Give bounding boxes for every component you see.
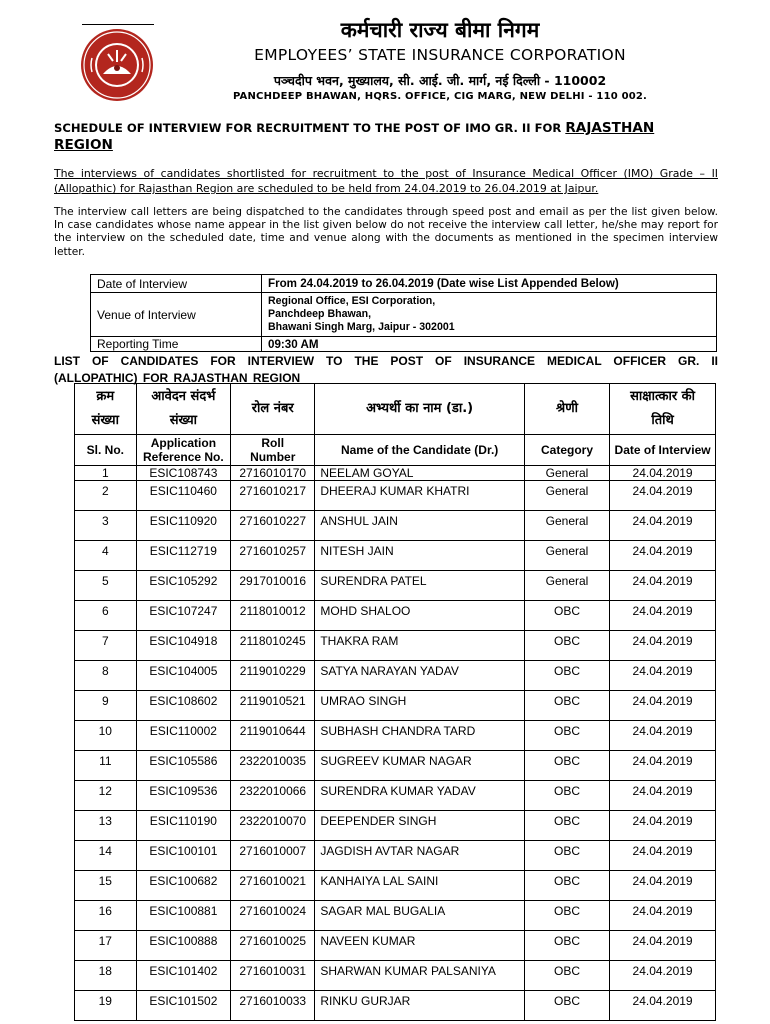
cell-roll-number: 2716010025 xyxy=(231,931,315,961)
table-row xyxy=(75,931,716,961)
cell-interview-date: 24.04.2019 xyxy=(610,931,716,961)
hdr-en-name: Name of the Candidate (Dr.) xyxy=(315,435,525,466)
hdr-hi-sl-1: क्रम xyxy=(96,389,115,404)
cell-category: OBC xyxy=(524,721,609,751)
table-row xyxy=(75,691,716,721)
title-region-line1: RAJASTHAN xyxy=(565,120,655,136)
cell-roll-number: 2716010021 xyxy=(231,871,315,901)
table-row xyxy=(75,541,716,571)
cell-category: OBC xyxy=(524,871,609,901)
candidates-table xyxy=(74,383,716,1021)
cell-interview-date: 24.04.2019 xyxy=(610,661,716,691)
cell-interview-date: 24.04.2019 xyxy=(610,601,716,631)
interview-info-table xyxy=(90,274,717,352)
cell-interview-date: 24.04.2019 xyxy=(610,961,716,991)
cell-candidate-name: ANSHUL JAIN xyxy=(315,511,525,541)
table-row xyxy=(75,631,716,661)
hdr-hi-sl xyxy=(75,384,137,435)
header-english-address: PANCHDEEP BHAWAN, HQRS. OFFICE, CIG MARG, NEW DELHI - 110 002. xyxy=(232,91,648,102)
cell-sl-no: 12 xyxy=(75,781,137,811)
cell-roll-number: 2716010007 xyxy=(231,841,315,871)
cell-application-ref: ESIC100682 xyxy=(136,871,231,901)
cell-category: General xyxy=(524,571,609,601)
hdr-hi-date-2: तिथि xyxy=(651,413,674,428)
cell-roll-number: 2322010066 xyxy=(231,781,315,811)
title-region-line2: REGION xyxy=(54,137,113,153)
cell-candidate-name: RINKU GURJAR xyxy=(315,991,525,1021)
cell-candidate-name: NAVEEN KUMAR xyxy=(315,931,525,961)
table-row xyxy=(75,901,716,931)
hdr-hi-date xyxy=(610,384,716,435)
cell-sl-no: 10 xyxy=(75,721,137,751)
table-row xyxy=(75,991,716,1021)
table-row xyxy=(75,781,716,811)
cell-application-ref: ESIC104918 xyxy=(136,631,231,661)
esic-logo-icon xyxy=(80,28,154,102)
cell-application-ref: ESIC100101 xyxy=(136,841,231,871)
cell-interview-date: 24.04.2019 xyxy=(610,841,716,871)
cell-roll-number: 2322010035 xyxy=(231,751,315,781)
cell-sl-no: 7 xyxy=(75,631,137,661)
cell-application-ref: ESIC105586 xyxy=(136,751,231,781)
cell-candidate-name: JAGDISH AVTAR NAGAR xyxy=(315,841,525,871)
cell-candidate-name: THAKRA RAM xyxy=(315,631,525,661)
cell-application-ref: ESIC110190 xyxy=(136,811,231,841)
hdr-hi-roll: रोल नंबर xyxy=(231,384,315,435)
cell-sl-no: 9 xyxy=(75,691,137,721)
cell-interview-date: 24.04.2019 xyxy=(610,541,716,571)
cell-interview-date: 24.04.2019 xyxy=(610,871,716,901)
cell-application-ref: ESIC110920 xyxy=(136,511,231,541)
hdr-en-roll-1: Roll xyxy=(261,436,285,450)
table-row xyxy=(75,571,716,601)
cell-candidate-name: NITESH JAIN xyxy=(315,541,525,571)
cell-roll-number: 2119010644 xyxy=(231,721,315,751)
hdr-hi-name: अभ्यर्थी का नाम (डा.) xyxy=(315,384,525,435)
date-value: From 24.04.2019 to 26.04.2019 (Date wise List Appended Below) xyxy=(262,275,717,293)
cell-sl-no: 18 xyxy=(75,961,137,991)
cell-category: General xyxy=(524,511,609,541)
cell-application-ref: ESIC109536 xyxy=(136,781,231,811)
cell-interview-date: 24.04.2019 xyxy=(610,811,716,841)
cell-candidate-name: SHARWAN KUMAR PALSANIYA xyxy=(315,961,525,991)
cell-candidate-name: SURENDRA KUMAR YADAV xyxy=(315,781,525,811)
cell-sl-no: 6 xyxy=(75,601,137,631)
cell-sl-no: 13 xyxy=(75,811,137,841)
table-row xyxy=(75,511,716,541)
cell-application-ref: ESIC100888 xyxy=(136,931,231,961)
cell-interview-date: 24.04.2019 xyxy=(610,751,716,781)
cell-category: OBC xyxy=(524,781,609,811)
hdr-hi-app-2: संख्या xyxy=(169,413,198,428)
cell-category: OBC xyxy=(524,751,609,781)
cell-interview-date: 24.04.2019 xyxy=(610,631,716,661)
cell-application-ref: ESIC101402 xyxy=(136,961,231,991)
cell-candidate-name: SURENDRA PATEL xyxy=(315,571,525,601)
venue-line3: Bhawani Singh Marg, Jaipur - 302001 xyxy=(268,321,455,333)
cell-sl-no: 2 xyxy=(75,481,137,511)
cell-roll-number: 2716010024 xyxy=(231,901,315,931)
header-english-title: EMPLOYEES’ STATE INSURANCE CORPORATION xyxy=(254,46,626,64)
cell-sl-no: 5 xyxy=(75,571,137,601)
cell-interview-date: 24.04.2019 xyxy=(610,691,716,721)
info-row-date xyxy=(91,275,717,293)
hdr-en-roll-2: Number xyxy=(250,450,296,464)
table-row xyxy=(75,481,716,511)
cell-roll-number: 2716010031 xyxy=(231,961,315,991)
cell-category: OBC xyxy=(524,931,609,961)
cell-application-ref: ESIC105292 xyxy=(136,571,231,601)
intro-paragraph: The interviews of candidates shortlisted for recruitment to the post of Insurance Medical Officer (IMO) Grade – II (Allopathic) for Rajasthan Region are scheduled to be held from 24.04.2019 to 26.04.2019 at Jaipur. xyxy=(54,167,718,195)
cell-interview-date: 24.04.2019 xyxy=(610,481,716,511)
table-row xyxy=(75,811,716,841)
hdr-en-cat: Category xyxy=(524,435,609,466)
cell-sl-no: 14 xyxy=(75,841,137,871)
title-prefix: SCHEDULE OF INTERVIEW FOR RECRUITMENT TO THE POST OF IMO GR. II FOR xyxy=(54,121,566,135)
schedule-title xyxy=(54,120,724,154)
cell-roll-number: 2917010016 xyxy=(231,571,315,601)
cell-candidate-name: MOHD SHALOO xyxy=(315,601,525,631)
cell-roll-number: 2716010227 xyxy=(231,511,315,541)
table-row xyxy=(75,751,716,781)
cell-application-ref: ESIC110460 xyxy=(136,481,231,511)
cell-application-ref: ESIC108743 xyxy=(136,466,231,481)
header-hindi-address: पञ्चदीप भवन, मुख्यालय, सी. आई. जी. मार्ग, नई दिल्ली - 110002 xyxy=(273,73,607,88)
cell-application-ref: ESIC104005 xyxy=(136,661,231,691)
cell-roll-number: 2716010033 xyxy=(231,991,315,1021)
cell-candidate-name: UMRAO SINGH xyxy=(315,691,525,721)
time-value: 09:30 AM xyxy=(262,337,717,352)
cell-interview-date: 24.04.2019 xyxy=(610,721,716,751)
table-row xyxy=(75,466,716,481)
table-row xyxy=(75,601,716,631)
time-label: Reporting Time xyxy=(91,337,262,352)
cell-sl-no: 16 xyxy=(75,901,137,931)
cell-category: OBC xyxy=(524,991,609,1021)
cell-candidate-name: KANHAIYA LAL SAINI xyxy=(315,871,525,901)
cell-application-ref: ESIC110002 xyxy=(136,721,231,751)
date-label: Date of Interview xyxy=(91,275,262,293)
cell-sl-no: 15 xyxy=(75,871,137,901)
table-row xyxy=(75,871,716,901)
english-header-row xyxy=(75,435,716,466)
cell-category: OBC xyxy=(524,961,609,991)
candidate-rows xyxy=(75,466,716,1021)
cell-category: OBC xyxy=(524,841,609,871)
cell-interview-date: 24.04.2019 xyxy=(610,781,716,811)
cell-sl-no: 1 xyxy=(75,466,137,481)
cell-interview-date: 24.04.2019 xyxy=(610,991,716,1021)
venue-label: Venue of Interview xyxy=(91,293,262,337)
cell-sl-no: 4 xyxy=(75,541,137,571)
cell-application-ref: ESIC101502 xyxy=(136,991,231,1021)
cell-roll-number: 2118010012 xyxy=(231,601,315,631)
cell-category: General xyxy=(524,466,609,481)
info-row-time xyxy=(91,337,717,352)
cell-sl-no: 17 xyxy=(75,931,137,961)
cell-application-ref: ESIC107247 xyxy=(136,601,231,631)
cell-candidate-name: SUGREEV KUMAR NAGAR xyxy=(315,751,525,781)
cell-roll-number: 2119010229 xyxy=(231,661,315,691)
cell-candidate-name: DHEERAJ KUMAR KHATRI xyxy=(315,481,525,511)
hdr-hi-date-1: साक्षात्कार की xyxy=(630,389,696,404)
cell-sl-no: 3 xyxy=(75,511,137,541)
hindi-header-row xyxy=(75,384,716,435)
cell-candidate-name: SATYA NARAYAN YADAV xyxy=(315,661,525,691)
cell-interview-date: 24.04.2019 xyxy=(610,901,716,931)
cell-sl-no: 11 xyxy=(75,751,137,781)
hdr-hi-app xyxy=(136,384,231,435)
hdr-hi-cat: श्रेणी xyxy=(524,384,609,435)
cell-roll-number: 2118010245 xyxy=(231,631,315,661)
cell-category: OBC xyxy=(524,901,609,931)
venue-line1: Regional Office, ESI Corporation, xyxy=(268,295,436,307)
hdr-hi-app-1: आवेदन संदर्भ xyxy=(151,389,216,404)
cell-interview-date: 24.04.2019 xyxy=(610,466,716,481)
venue-value xyxy=(262,293,717,337)
hdr-en-app-2: Reference No. xyxy=(143,450,224,464)
cell-application-ref: ESIC112719 xyxy=(136,541,231,571)
call-letter-paragraph: The interview call letters are being dispatched to the candidates through speed post and email as per the list given below. In case candidates whose name appear in the list given below do not receive the interview call letter, he/she may report for the interview on the scheduled date, time and venue along with the documents as mentioned in the specimen interview letter. xyxy=(54,206,718,258)
hdr-hi-sl-2: संख्या xyxy=(91,413,119,428)
cell-category: OBC xyxy=(524,811,609,841)
cell-category: OBC xyxy=(524,661,609,691)
hdr-en-date: Date of Interview xyxy=(610,435,716,466)
hdr-en-app-1: Application xyxy=(150,436,217,450)
cell-category: OBC xyxy=(524,601,609,631)
cell-candidate-name: DEEPENDER SINGH xyxy=(315,811,525,841)
cell-roll-number: 2119010521 xyxy=(231,691,315,721)
info-row-venue xyxy=(91,293,717,337)
cell-candidate-name: SUBHASH CHANDRA TARD xyxy=(315,721,525,751)
hdr-en-roll xyxy=(231,435,315,466)
venue-line2: Panchdeep Bhawan, xyxy=(268,308,372,320)
cell-interview-date: 24.04.2019 xyxy=(610,571,716,601)
cell-roll-number: 2716010217 xyxy=(231,481,315,511)
cell-category: OBC xyxy=(524,691,609,721)
hdr-en-app xyxy=(136,435,231,466)
cell-application-ref: ESIC108602 xyxy=(136,691,231,721)
logo-rule xyxy=(82,24,154,25)
cell-category: OBC xyxy=(524,631,609,661)
header-hindi-title: कर्मचारी राज्य बीमा निगम xyxy=(340,18,540,42)
cell-sl-no: 19 xyxy=(75,991,137,1021)
table-row xyxy=(75,841,716,871)
cell-category: General xyxy=(524,481,609,511)
cell-roll-number: 2716010170 xyxy=(231,466,315,481)
hdr-en-sl: Sl. No. xyxy=(75,435,137,466)
cell-category: General xyxy=(524,541,609,571)
cell-candidate-name: NEELAM GOYAL xyxy=(315,466,525,481)
cell-application-ref: ESIC100881 xyxy=(136,901,231,931)
list-heading: LIST OF CANDIDATES FOR INTERVIEW TO THE POST OF INSURANCE MEDICAL OFFICER GR. II (ALLOPATHIC) FOR RAJASTHAN REGION xyxy=(54,354,718,385)
table-row xyxy=(75,961,716,991)
cell-sl-no: 8 xyxy=(75,661,137,691)
table-row xyxy=(75,661,716,691)
cell-candidate-name: SAGAR MAL BUGALIA xyxy=(315,901,525,931)
cell-interview-date: 24.04.2019 xyxy=(610,511,716,541)
table-row xyxy=(75,721,716,751)
cell-roll-number: 2716010257 xyxy=(231,541,315,571)
cell-roll-number: 2322010070 xyxy=(231,811,315,841)
